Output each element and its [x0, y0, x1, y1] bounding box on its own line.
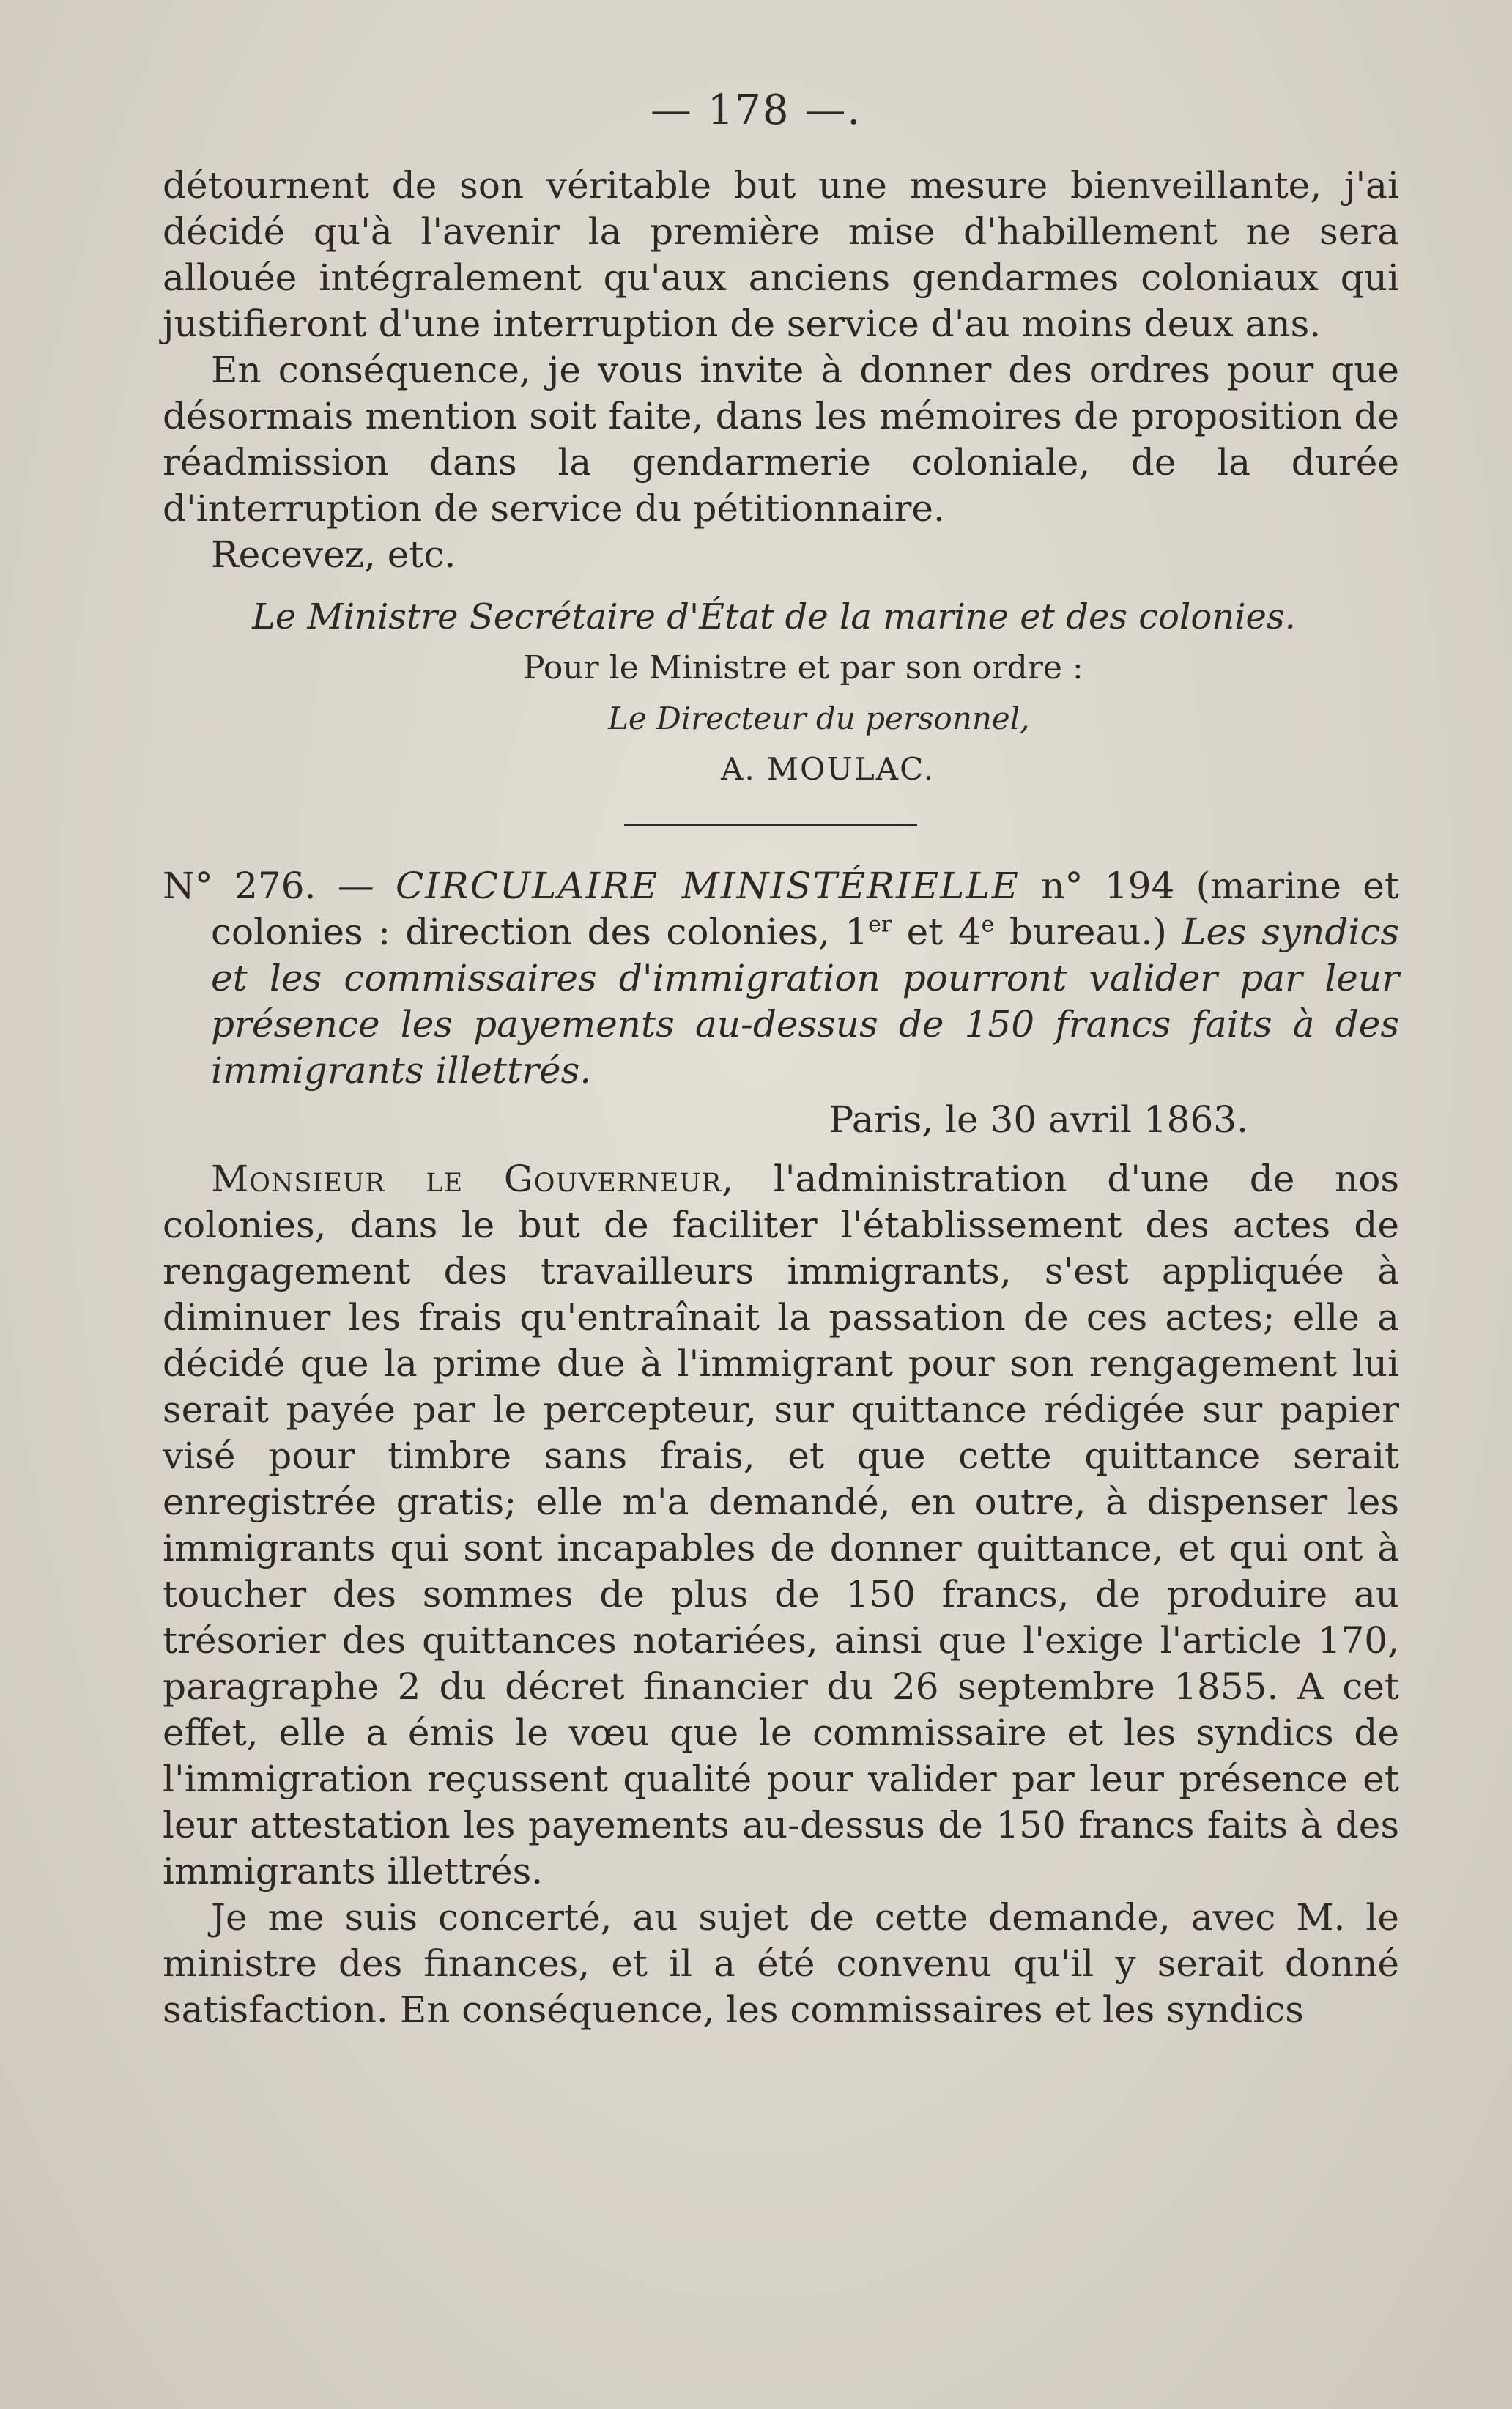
paragraph-3: [163, 1156, 1399, 1895]
circular-summary: Les syndics et les commissaires d'immigration pourront valider par leur présence les payements au-dessus de 150 francs faits à des immigrants illettrés.: [211, 911, 1399, 1092]
paragraph-4: Je me suis concerté, au sujet de cette demande, avec M. le ministre des finances, et il a été convenu qu'il y serait donné satisfaction. En conséquence, les commissaires et les syndics: [163, 1896, 1399, 2031]
circular-number: N° 276.: [163, 865, 316, 907]
circular-heading: [163, 863, 1399, 1094]
page-number: — 178 —.: [650, 86, 862, 134]
circular-reference-mid: et 4: [892, 911, 982, 953]
circular-title: CIRCULAIRE MINISTÉRIELLE: [396, 865, 1020, 907]
signature-name: A. MOULAC.: [721, 751, 935, 787]
salutation: Monsieur le Gouverneur: [211, 1158, 722, 1200]
circular-dash: —: [316, 865, 396, 907]
paragraph-closing: Recevez, etc.: [211, 533, 456, 576]
circular-reference-end: bureau.): [994, 911, 1182, 953]
circular-sup-1: er: [868, 911, 892, 938]
signature-order: Pour le Ministre et par son ordre :: [523, 649, 1083, 687]
circular-dateline: Paris, le 30 avril 1863.: [829, 1098, 1248, 1141]
section-divider: [624, 824, 917, 826]
signature-director: Le Directeur du personnel,: [608, 700, 1030, 736]
paragraph-3-text: , l'administration d'une de nos colonies, dans le but de faciliter l'établissement des actes de rengagement des travailleurs immigrants, s'est appliquée à diminuer les frais qu'entraînait la passation de ces actes; elle a décidé que la prime due à l'immigrant pour son rengagement lui serait payée par le percepteur, sur quittance rédigée sur papier visé pour timbre sans frais, et que cette quittance serait enregistrée gratis; elle m'a demandé, en outre, à dispenser les immigrants qui sont incapables de donner quittance, et qui ont à toucher des sommes de plus de 150 francs, de produire au trésorier des quittances notariées, ainsi que l'exige l'article 170, paragraphe 2 du décret financier du 26 septembre 1855. A cet effet, elle a émis le vœu que le commissaire et les syndics de l'immigration reçussent qualité pour valider par leur présence et leur attestation les payements au-dessus de 150 francs faits à des immigrants illettrés.: [163, 1158, 1399, 1892]
circular-sup-2: e: [981, 911, 995, 938]
page-body: [163, 163, 1399, 2033]
paragraph-2: En conséquence, je vous invite à donner des ordres pour que désormais mention soit faite, dans les mémoires de proposition de réadmission dans la gendarmerie coloniale, de la durée d'interruption de service du pétitionnaire.: [163, 349, 1399, 530]
signature-minister: Le Ministre Secrétaire d'État de la marine et des colonies.: [252, 596, 1296, 637]
circular-reference-start: n° 194 (marine et colonies : direction des colonies, 1: [211, 865, 1399, 953]
paragraph-1: détournent de son véritable but une mesure bienveillante, j'ai décidé qu'à l'avenir la première mise d'habillement ne sera allouée intégralement qu'aux anciens gendarmes coloniaux qui justifieront d'une interruption de service d'au moins deux ans.: [163, 164, 1399, 345]
